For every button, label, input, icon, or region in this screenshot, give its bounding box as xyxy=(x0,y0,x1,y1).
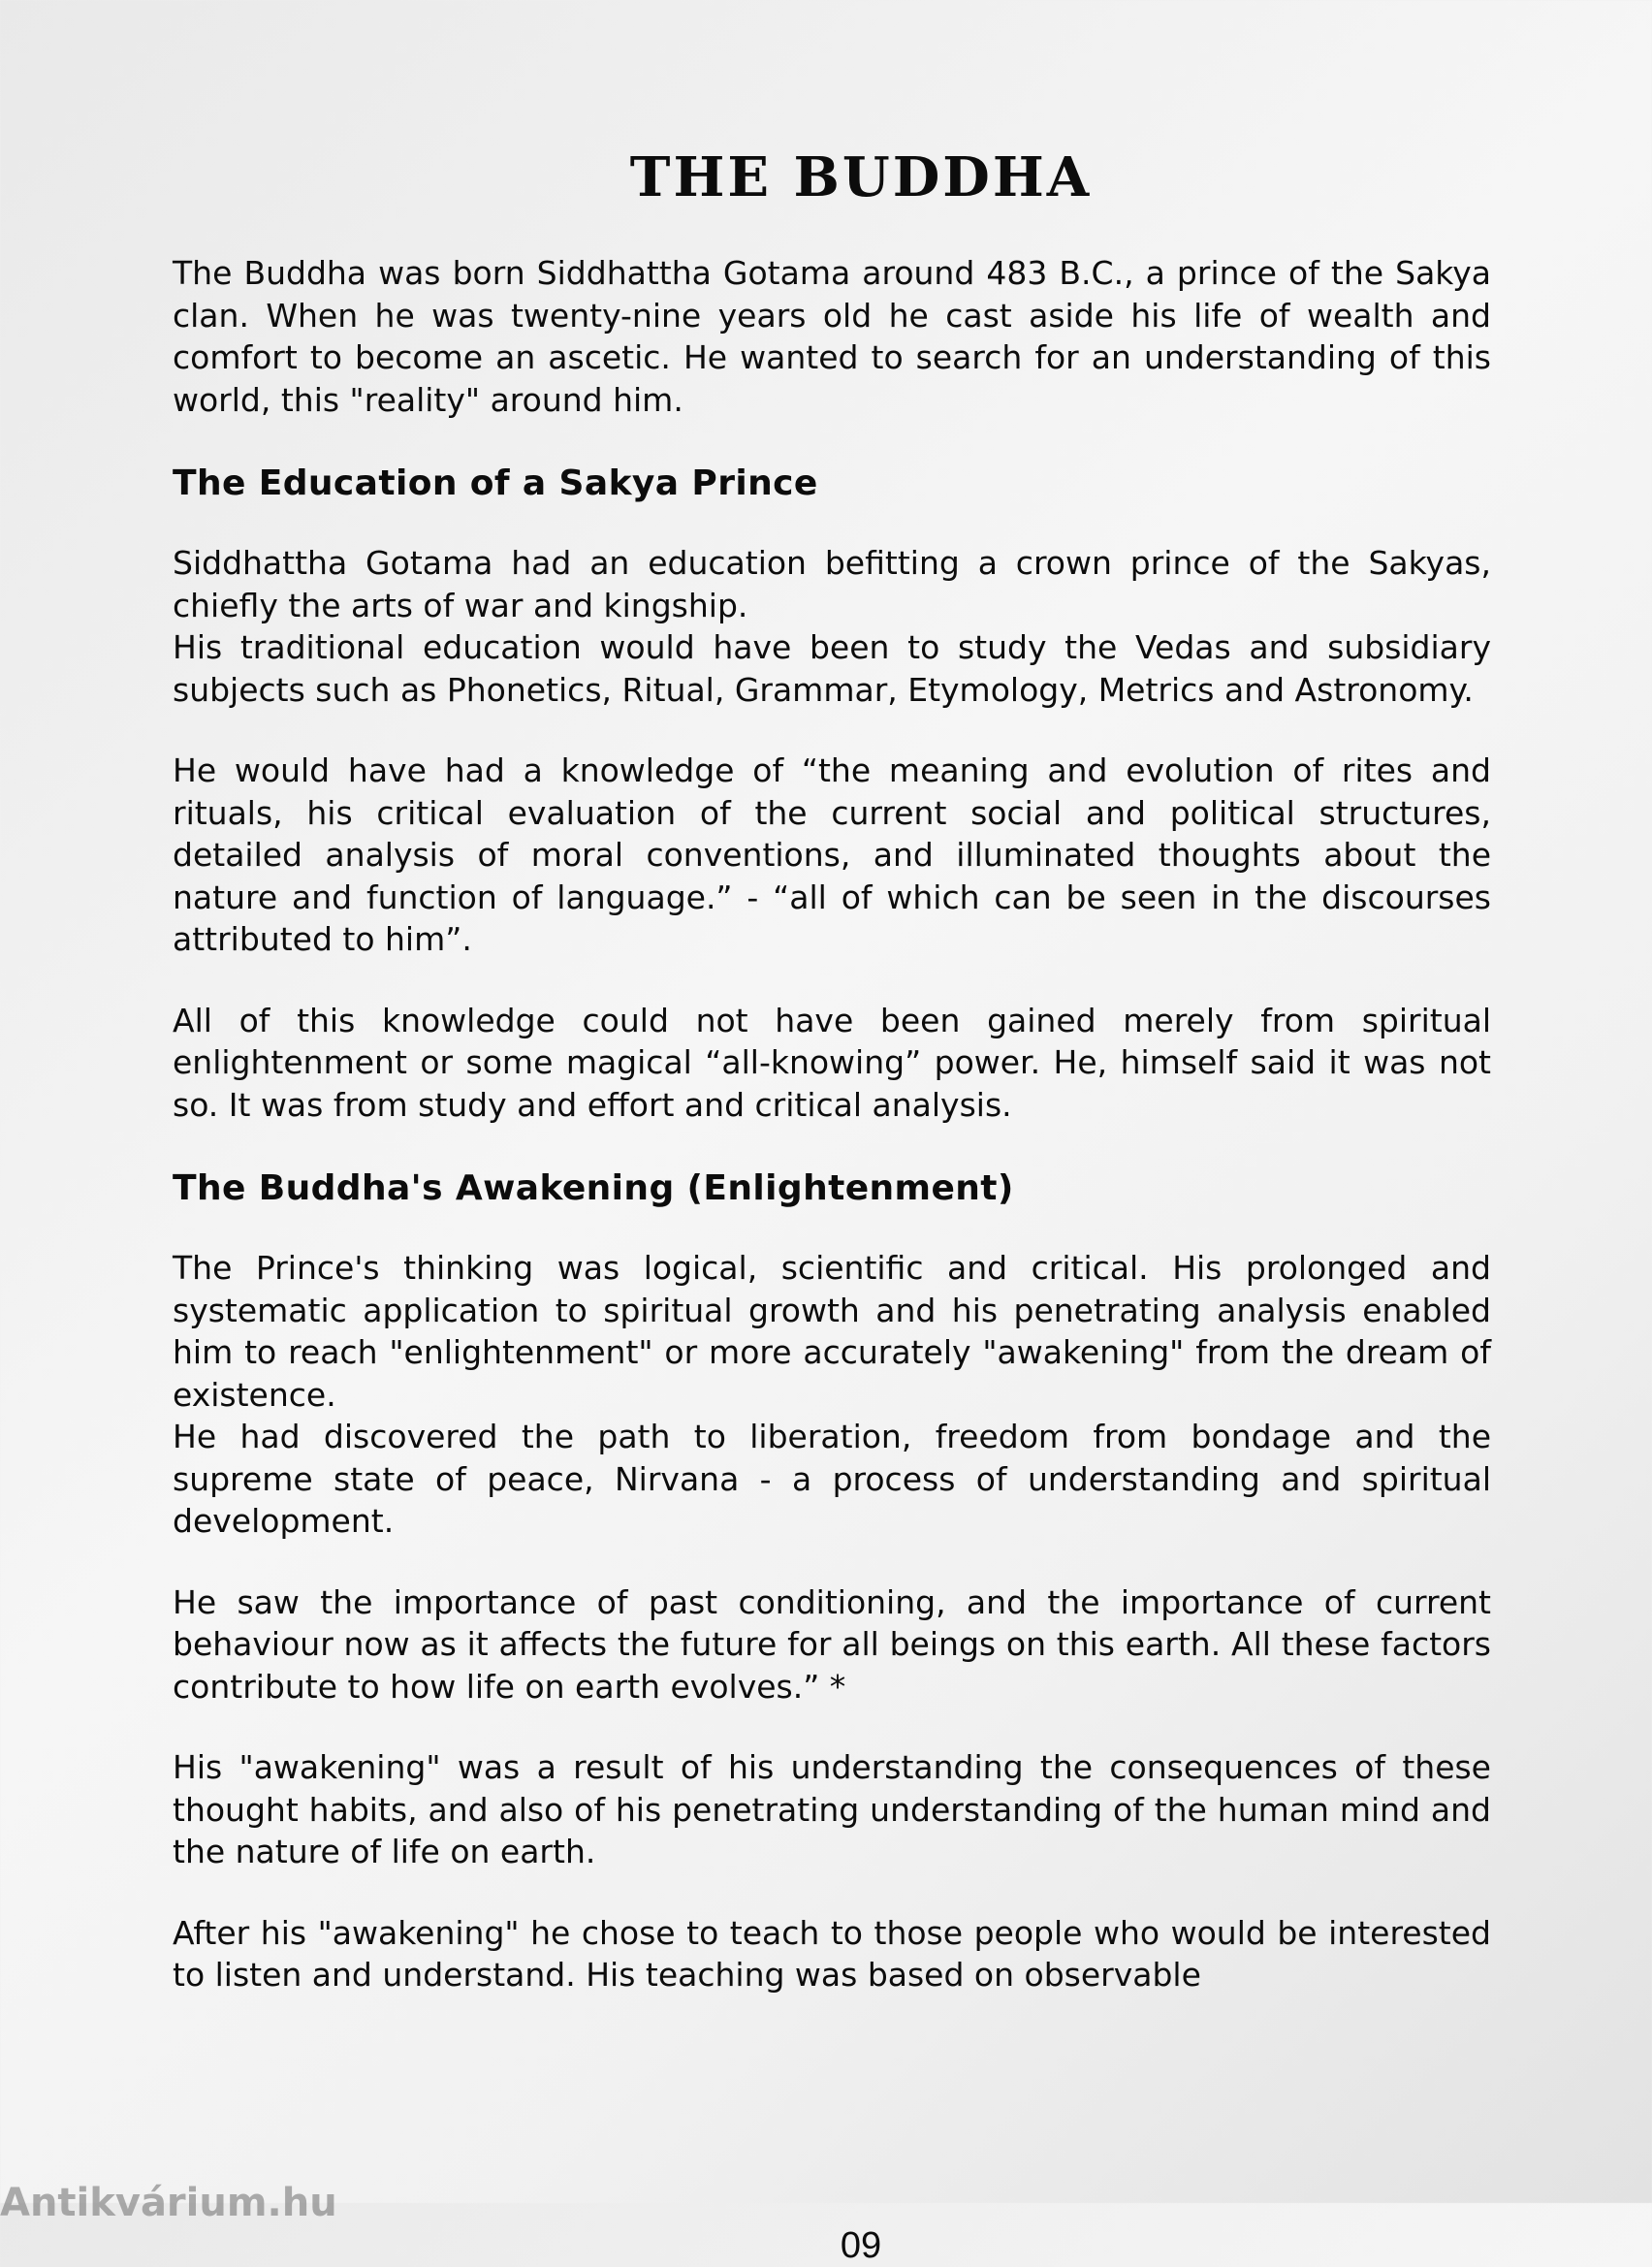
paragraph: He would have had a knowledge of “the meaning and evolution of rites and rituals, his critical evaluation of the current social and political structures, detailed analysis of moral conventions, and illuminated thoughts about the nature and function of language.” - “all of which can be seen in the discourses attributed to him”. xyxy=(173,751,1491,958)
paragraph: The Prince's thinking was logical, scientific and critical. His prolonged and systematic application to spiritual growth and his penetrating analysis enabled him to reach "enlightenment" or more accurately "awakening" from the dream of existence. xyxy=(173,1249,1491,1414)
paragraph: He had discovered the path to liberation, freedom from bondage and the supreme state of peace, Nirvana - a process of understanding and spiritual development. xyxy=(173,1418,1491,1540)
paragraph: All of this knowledge could not have been gained merely from spiritual enlightenment or some magical “all-knowing” power. He, himself said it was not so. It was from study and effort and critical analysis. xyxy=(173,1001,1491,1124)
watermark: Antikvárium.hu xyxy=(0,2181,337,2225)
paragraph: He saw the importance of past conditioning, and the importance of current behaviour now as it affects the future for all beings on this earth. All these factors contribute to how life on earth evolves.” * xyxy=(173,1582,1491,1706)
paragraph: His "awakening" was a result of his understanding the consequences of these thought habits, and also of his penetrating understanding of the human mind and the nature of life on earth. xyxy=(173,1748,1491,1870)
intro-paragraph: The Buddha was born Siddhattha Gotama around 483 B.C., a prince of the Sakya clan. When he was twenty-nine years old he cast aside his life of wealth and comfort to become an ascetic. He wanted to search for an understanding of this world, this "reality" around him. xyxy=(173,254,1491,419)
paragraph: His traditional education would have been to study the Vedas and subsidiary subjects such as Phonetics, Ritual, Grammar, Etymology, Metrics and Astronomy. xyxy=(173,628,1491,709)
page-title: THE BUDDHA xyxy=(629,145,1093,209)
page-number: 09 xyxy=(840,2225,882,2266)
section-heading-awakening: The Buddha's Awakening (Enlightenment) xyxy=(173,1168,1014,1208)
paragraph: After his "awakening" he chose to teach to those people who would be interested to listen and understand. His teaching was based on observable xyxy=(173,1913,1491,1994)
section-heading-education: The Education of a Sakya Prince xyxy=(173,463,818,503)
document-page xyxy=(173,136,1491,2266)
paragraph: Siddhattha Gotama had an education befitting a crown prince of the Sakyas, chiefly the arts of war and kingship. xyxy=(173,544,1491,624)
